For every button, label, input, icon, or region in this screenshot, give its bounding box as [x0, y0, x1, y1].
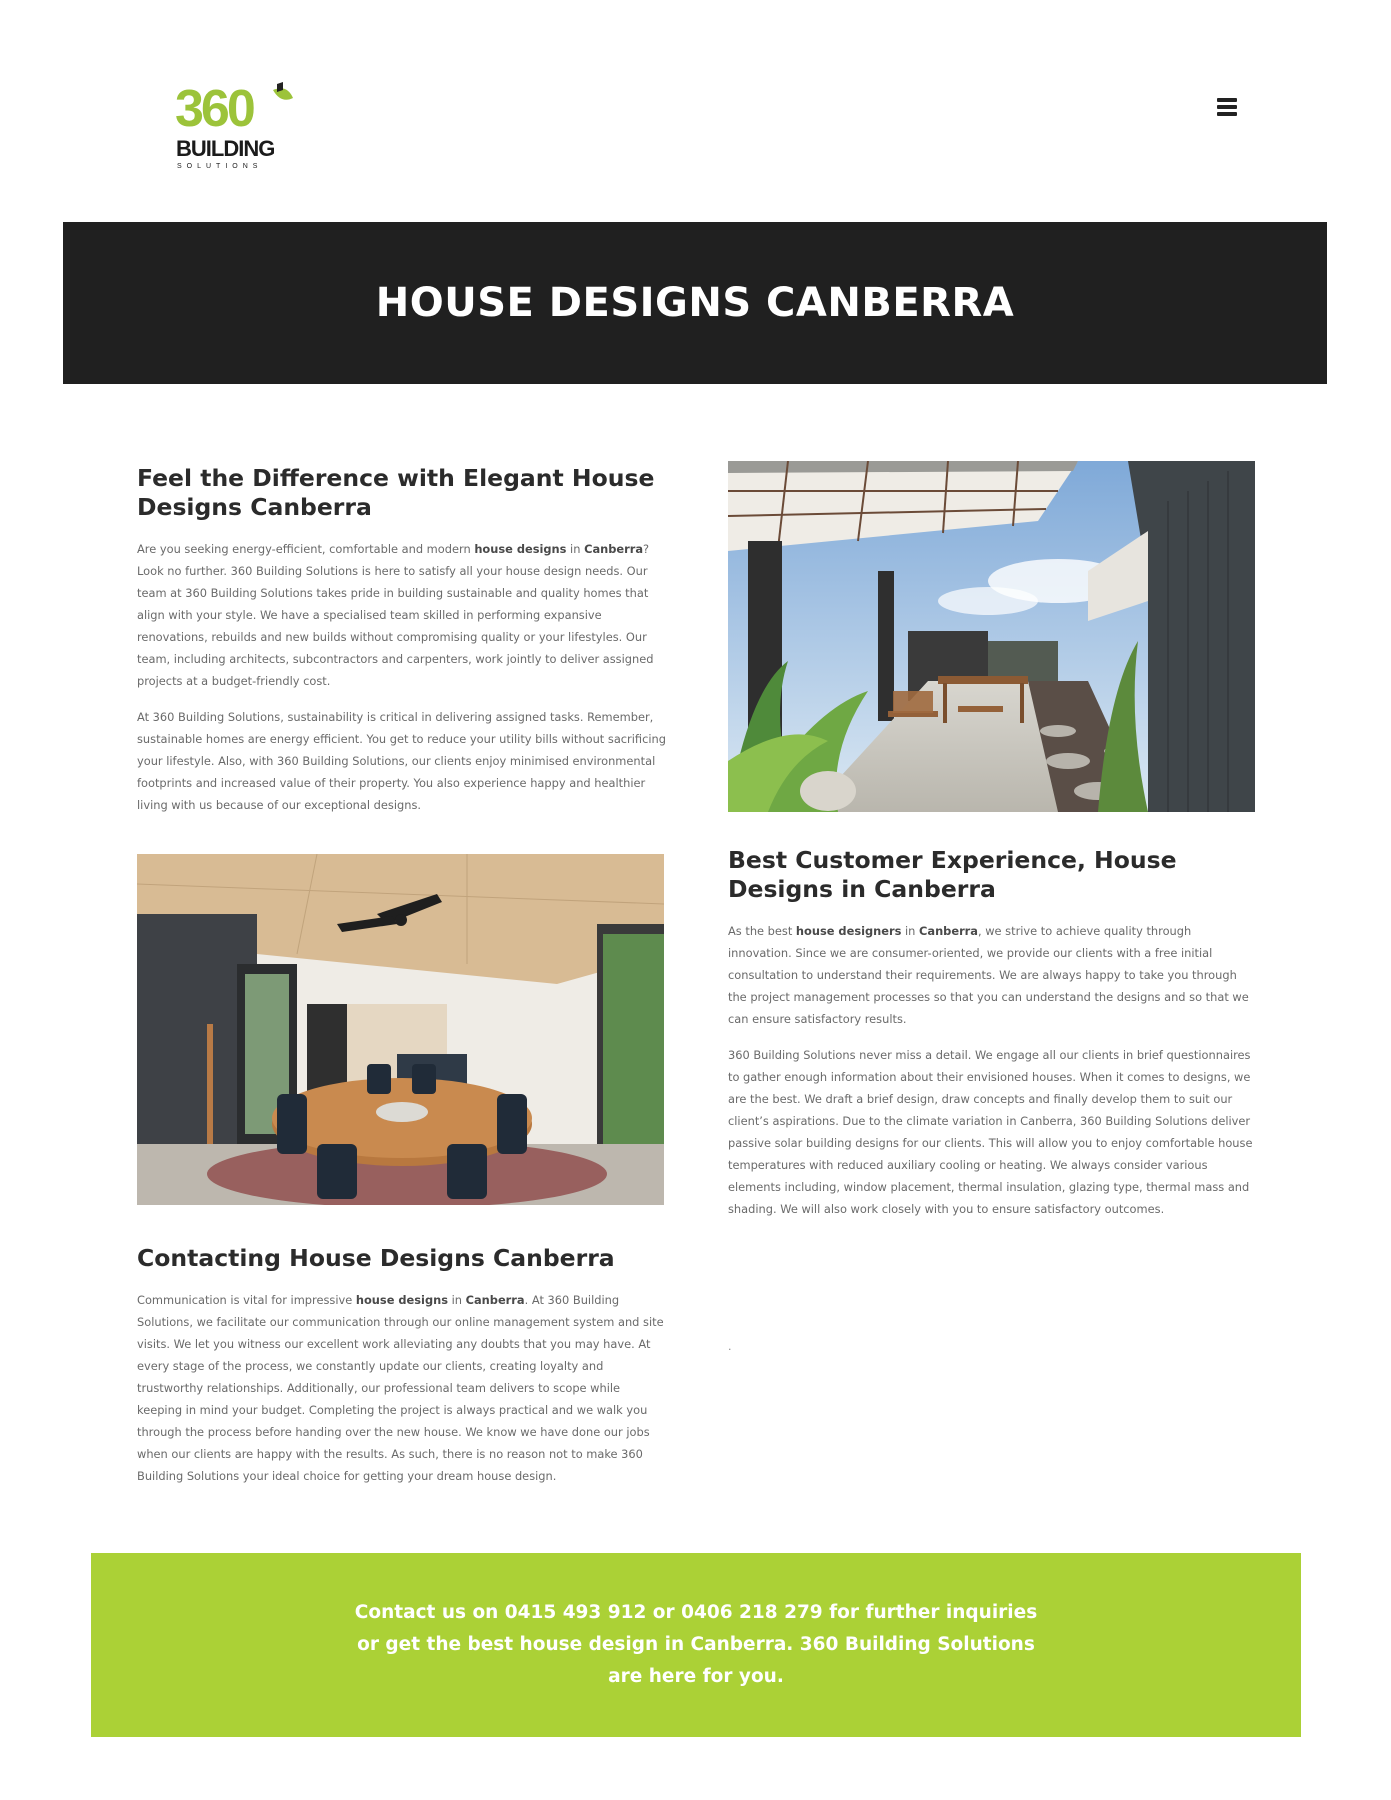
cta-text: Contact us on 0415 493 912 or 0406 218 279 for further inquiries or get the best house design in Canberra. 360 Building Solutions are here for you.	[354, 1602, 1038, 1687]
hamburger-line	[1217, 112, 1237, 116]
logo-word: BUILDING	[176, 136, 275, 161]
page-title: HOUSE DESIGNS CANBERRA	[375, 280, 1015, 326]
keyword-link[interactable]: house designers	[795, 924, 902, 938]
hero-banner	[63, 222, 1327, 384]
contact-cta-banner	[91, 1553, 1301, 1737]
keyword-link[interactable]: house designs	[474, 542, 567, 556]
section-paragraph: As the best house designers in Canberra, we strive to achieve quality through innovation. Since we are consumer-oriented, we provide our clients with a free initial consultation to understand their requirements. We are always happy to take you through the project management processes so that you can understand the designs and so that we can ensure satisfactory results.	[728, 924, 1249, 1026]
logo[interactable]	[175, 82, 310, 172]
hamburger-icon[interactable]	[1216, 96, 1238, 118]
section-paragraph: Are you seeking energy-efficient, comfortable and modern house designs in Canberra? Look no further. 360 Building Solutions is here to satisfy all your house design needs. Our team at 360 Building Solutions takes pride in building sustainable and quality homes that align with your style. We have a specialised team skilled in performing expansive renovations, rebuilds and new builds without compromising quality or your lifestyles. Our team, including architects, subcontractors and carpenters, work jointly to deliver assigned projects at a budget-friendly cost.	[137, 542, 654, 688]
keyword-link[interactable]: house designs	[355, 1293, 448, 1307]
logo-mark	[175, 82, 310, 172]
hamburger-line	[1217, 105, 1237, 109]
stray-dot: .	[728, 1340, 732, 1353]
keyword-link[interactable]: Canberra	[919, 924, 978, 938]
keyword-link[interactable]: Canberra	[465, 1293, 525, 1307]
section-paragraph: 360 Building Solutions never miss a detail. We engage all our clients in brief questionnaires to gather enough information about their envisioned houses. When it comes to designs, we are the best. We draft a brief design, draw concepts and finally develop them to suit our client’s aspirations. Due to the climate variation in Canberra, 360 Building Solutions deliver passive solar building designs for our clients. This will allow you to enjoy comfortable house temperatures with reduced auxiliary cooling or heating. We always consider various elements including, window placement, thermal insulation, glazing type, thermal mass and shading. We will also work closely with you to ensure satisfactory outcomes.	[728, 1048, 1253, 1216]
patio-photo	[728, 461, 1255, 812]
section-elegant-designs	[137, 464, 667, 830]
logo-number: 360	[175, 82, 253, 138]
dining-room-photo	[137, 854, 664, 1205]
keyword-link[interactable]: Canberra	[584, 542, 644, 556]
section-heading: Best Customer Experience, House Designs in Canberra	[728, 846, 1177, 903]
hamburger-line	[1217, 98, 1237, 102]
section-contacting	[137, 1244, 667, 1501]
section-heading: Contacting House Designs Canberra	[137, 1244, 615, 1272]
section-customer-experience	[728, 846, 1256, 1234]
section-paragraph: At 360 Building Solutions, sustainability is critical in delivering assigned tasks. Remember, sustainable homes are energy efficient. You get to reduce your utility bills without sacrificing your lifestyle. Also, with 360 Building Solutions, our clients enjoy minimised environmental footprints and increased value of their property. You also experience happy and healthier living with us because of our exceptional designs.	[137, 710, 666, 812]
section-heading: Feel the Difference with Elegant House Designs Canberra	[137, 464, 655, 521]
section-paragraph: Communication is vital for impressive house designs in Canberra. At 360 Building Solutions, we facilitate our communication through our online management system and site visits. We let you witness our excellent work alleviating any doubts that you may have. At every stage of the process, we constantly update our clients, creating loyalty and trustworthy relationships. Additionally, our professional team delivers to scope while keeping in mind your budget. Completing the project is always practical and we walk you through the process before handing over the new house. We know we have done our jobs when our clients are happy with the results. As such, there is no reason not to make 360 Building Solutions your ideal choice for getting your dream house design.	[137, 1293, 664, 1483]
logo-sub: SOLUTIONS	[177, 163, 263, 170]
